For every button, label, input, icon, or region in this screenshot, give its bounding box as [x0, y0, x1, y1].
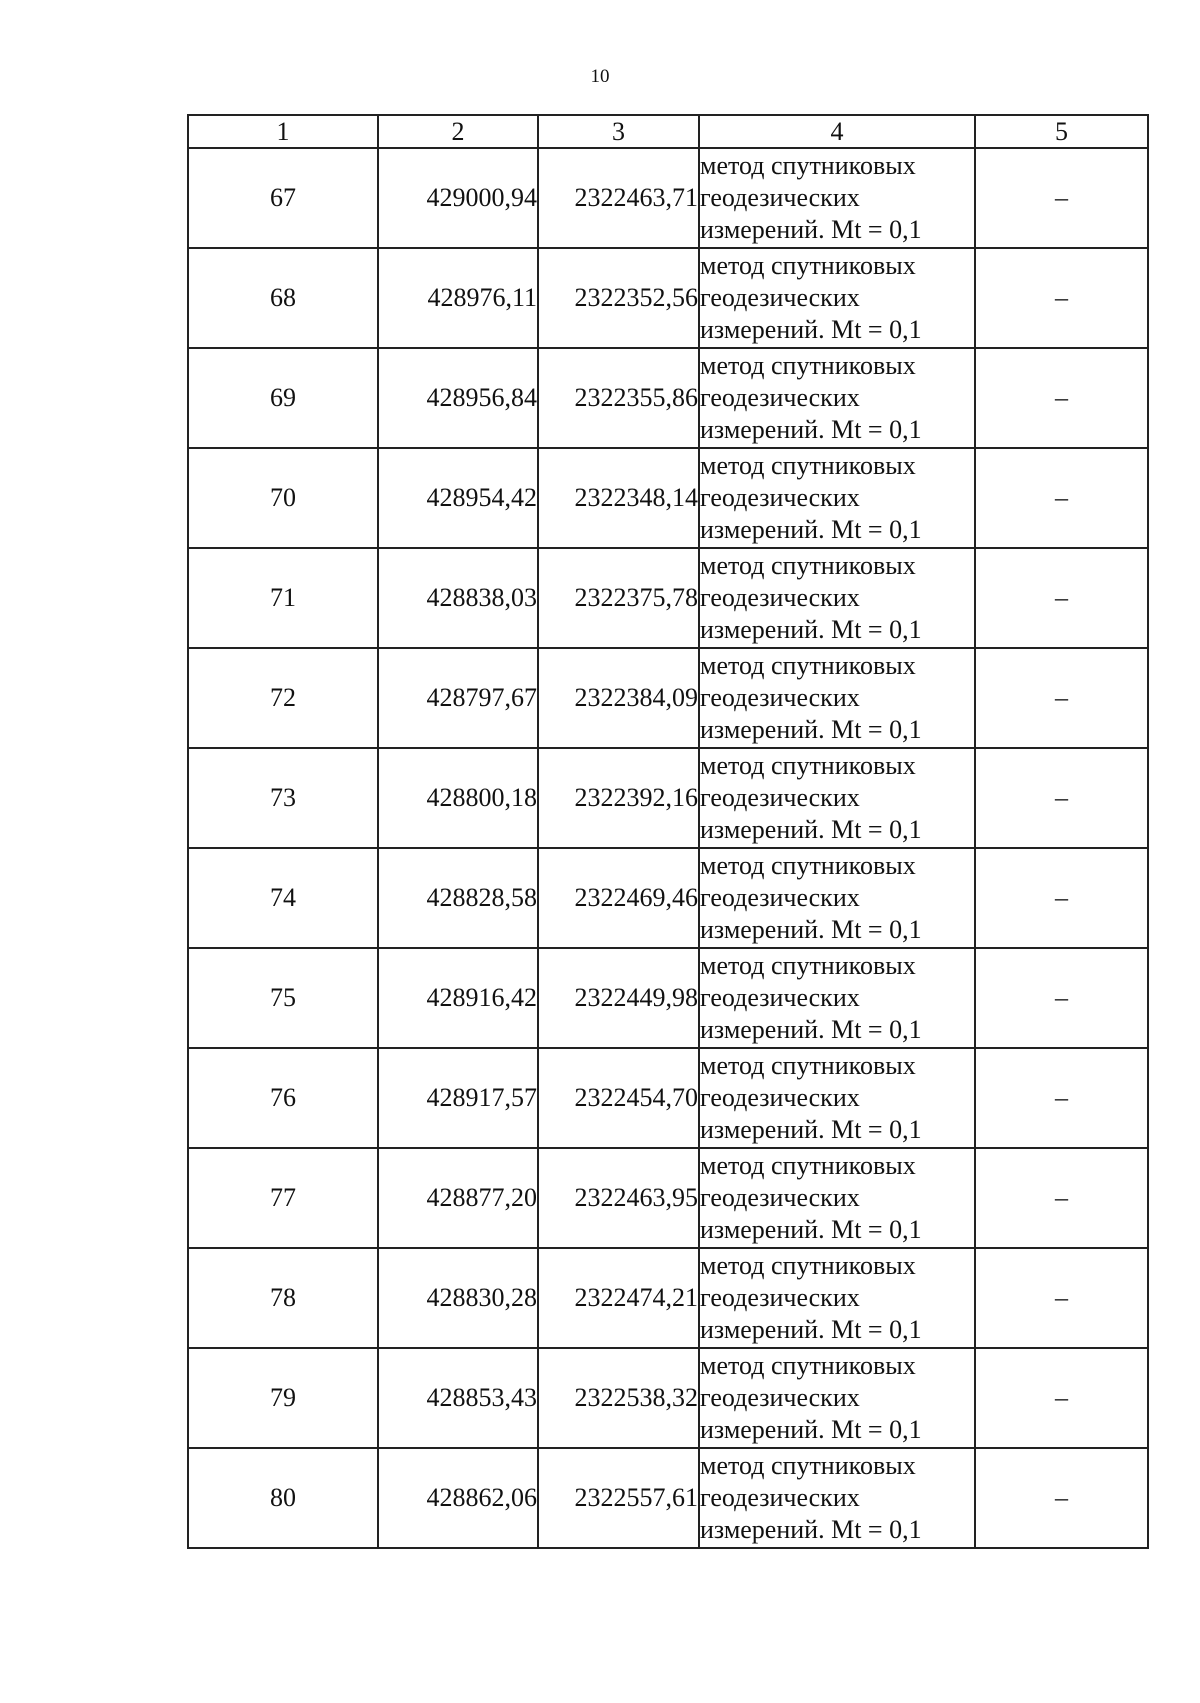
measurement-method: метод спутниковых геодезических измерений. Mt = 0,1 [699, 848, 975, 948]
table-row [188, 1348, 1148, 1448]
note-cell: – [975, 1148, 1148, 1248]
coordinate-y: 2322463,95 [538, 1148, 699, 1248]
table-row [188, 248, 1148, 348]
table-row [188, 648, 1148, 748]
coordinate-x: 428853,43 [378, 1348, 538, 1448]
column-header-4: 4 [699, 115, 975, 148]
measurement-method: метод спутниковых геодезических измерений. Mt = 0,1 [699, 648, 975, 748]
coordinate-x: 428917,57 [378, 1048, 538, 1148]
point-number: 78 [188, 1248, 378, 1348]
point-number: 71 [188, 548, 378, 648]
point-number: 77 [188, 1148, 378, 1248]
note-cell: – [975, 1248, 1148, 1348]
coordinate-y: 2322392,16 [538, 748, 699, 848]
table-header-row [188, 115, 1148, 148]
coordinates-table [187, 114, 1149, 1549]
coordinate-y: 2322355,86 [538, 348, 699, 448]
table-row [188, 1048, 1148, 1148]
point-number: 68 [188, 248, 378, 348]
table-row [188, 748, 1148, 848]
coordinate-x: 429000,94 [378, 148, 538, 248]
coordinate-y: 2322557,61 [538, 1448, 699, 1548]
coordinate-y: 2322348,14 [538, 448, 699, 548]
column-header-3: 3 [538, 115, 699, 148]
table-row [188, 448, 1148, 548]
note-cell: – [975, 748, 1148, 848]
table-row [188, 1248, 1148, 1348]
column-header-2: 2 [378, 115, 538, 148]
measurement-method: метод спутниковых геодезических измерений. Mt = 0,1 [699, 1048, 975, 1148]
note-cell: – [975, 848, 1148, 948]
column-header-1: 1 [188, 115, 378, 148]
table-row [188, 948, 1148, 1048]
point-number: 70 [188, 448, 378, 548]
point-number: 74 [188, 848, 378, 948]
coordinate-y: 2322454,70 [538, 1048, 699, 1148]
measurement-method: метод спутниковых геодезических измерений. Mt = 0,1 [699, 248, 975, 348]
coordinate-x: 428828,58 [378, 848, 538, 948]
coordinate-y: 2322449,98 [538, 948, 699, 1048]
note-cell: – [975, 548, 1148, 648]
point-number: 80 [188, 1448, 378, 1548]
note-cell: – [975, 148, 1148, 248]
note-cell: – [975, 348, 1148, 448]
measurement-method: метод спутниковых геодезических измерений. Mt = 0,1 [699, 348, 975, 448]
measurement-method: метод спутниковых геодезических измерений. Mt = 0,1 [699, 748, 975, 848]
point-number: 76 [188, 1048, 378, 1148]
coordinate-x: 428877,20 [378, 1148, 538, 1248]
measurement-method: метод спутниковых геодезических измерений. Mt = 0,1 [699, 548, 975, 648]
coordinate-y: 2322538,32 [538, 1348, 699, 1448]
coordinate-x: 428976,11 [378, 248, 538, 348]
measurement-method: метод спутниковых геодезических измерений. Mt = 0,1 [699, 1348, 975, 1448]
measurement-method: метод спутниковых геодезических измерений. Mt = 0,1 [699, 448, 975, 548]
table-row [188, 348, 1148, 448]
measurement-method: метод спутниковых геодезических измерений. Mt = 0,1 [699, 948, 975, 1048]
point-number: 75 [188, 948, 378, 1048]
point-number: 79 [188, 1348, 378, 1448]
point-number: 73 [188, 748, 378, 848]
coordinate-x: 428800,18 [378, 748, 538, 848]
table-row [188, 548, 1148, 648]
table-row [188, 1448, 1148, 1548]
point-number: 72 [188, 648, 378, 748]
table-row [188, 1148, 1148, 1248]
coordinate-y: 2322352,56 [538, 248, 699, 348]
table-row [188, 848, 1148, 948]
measurement-method: метод спутниковых геодезических измерений. Mt = 0,1 [699, 148, 975, 248]
coordinate-x: 428916,42 [378, 948, 538, 1048]
page-number: 10 [590, 66, 610, 87]
note-cell: – [975, 948, 1148, 1048]
coordinate-y: 2322384,09 [538, 648, 699, 748]
coordinate-y: 2322469,46 [538, 848, 699, 948]
coordinate-y: 2322463,71 [538, 148, 699, 248]
coordinate-x: 428862,06 [378, 1448, 538, 1548]
point-number: 67 [188, 148, 378, 248]
measurement-method: метод спутниковых геодезических измерений. Mt = 0,1 [699, 1148, 975, 1248]
coordinate-x: 428954,42 [378, 448, 538, 548]
table-row [188, 148, 1148, 248]
column-header-5: 5 [975, 115, 1148, 148]
note-cell: – [975, 248, 1148, 348]
coordinate-x: 428956,84 [378, 348, 538, 448]
coordinate-x: 428830,28 [378, 1248, 538, 1348]
note-cell: – [975, 1348, 1148, 1448]
measurement-method: метод спутниковых геодезических измерений. Mt = 0,1 [699, 1248, 975, 1348]
note-cell: – [975, 648, 1148, 748]
note-cell: – [975, 1048, 1148, 1148]
note-cell: – [975, 1448, 1148, 1548]
note-cell: – [975, 448, 1148, 548]
coordinate-x: 428838,03 [378, 548, 538, 648]
coordinate-y: 2322474,21 [538, 1248, 699, 1348]
measurement-method: метод спутниковых геодезических измерений. Mt = 0,1 [699, 1448, 975, 1548]
coordinate-y: 2322375,78 [538, 548, 699, 648]
coordinate-x: 428797,67 [378, 648, 538, 748]
point-number: 69 [188, 348, 378, 448]
